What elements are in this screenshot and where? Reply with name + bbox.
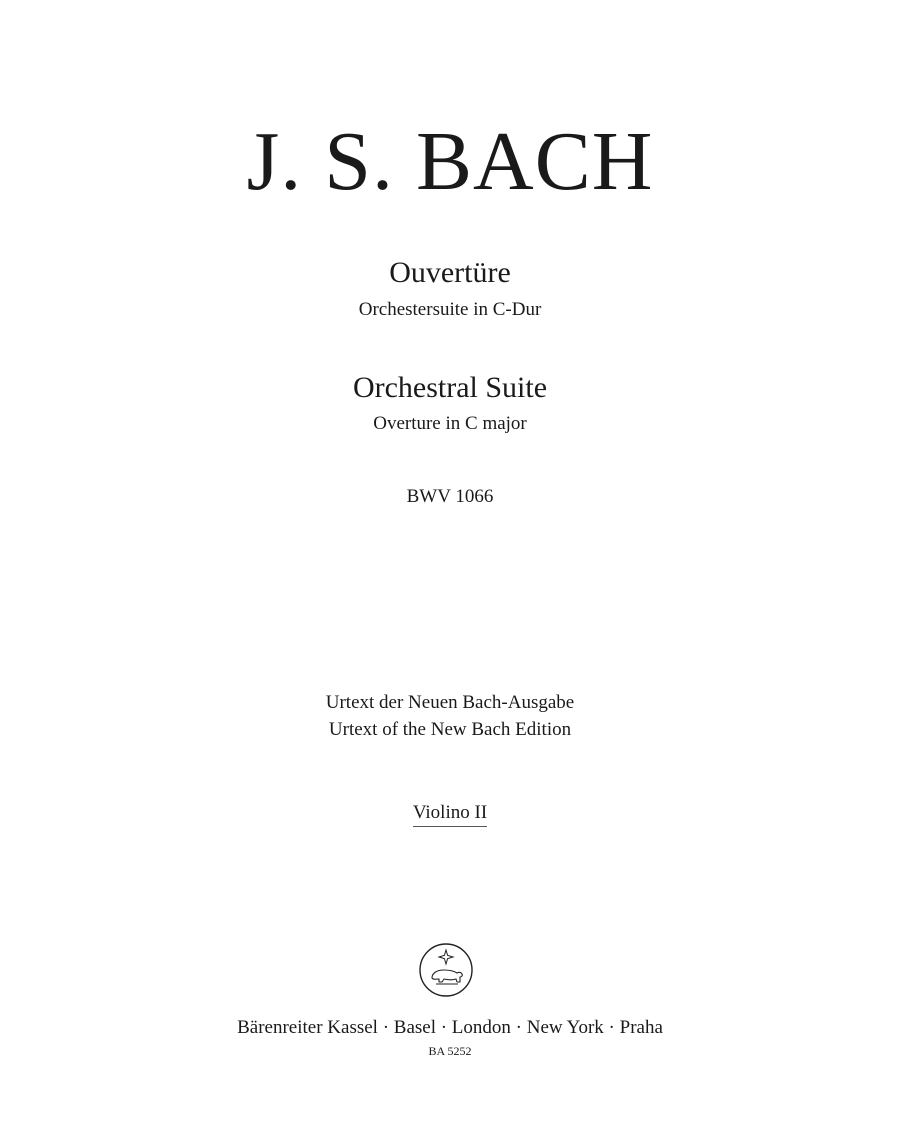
baerenreiter-bear-logo-icon (418, 942, 474, 998)
edition-number: BA 5252 (428, 1044, 472, 1058)
edition-note-english: Urtext of the New Bach Edition (328, 719, 572, 740)
work-title-german: Ouvertüre (389, 256, 511, 289)
work-subtitle-english: Overture in C major (373, 413, 527, 434)
catalog-number: BWV 1066 (406, 486, 494, 507)
edition-note-german: Urtext der Neuen Bach-Ausgabe (325, 692, 575, 713)
work-title-english: Orchestral Suite (352, 371, 548, 404)
composer-name: J. S. BACH (246, 115, 654, 208)
part-name: Violino II (413, 803, 487, 827)
part-label (0, 803, 900, 827)
work-subtitle-german: Orchestersuite in C-Dur (358, 299, 542, 320)
publisher-line: Bärenreiter Kassel · Basel · London · New York · Praha (237, 1017, 663, 1038)
